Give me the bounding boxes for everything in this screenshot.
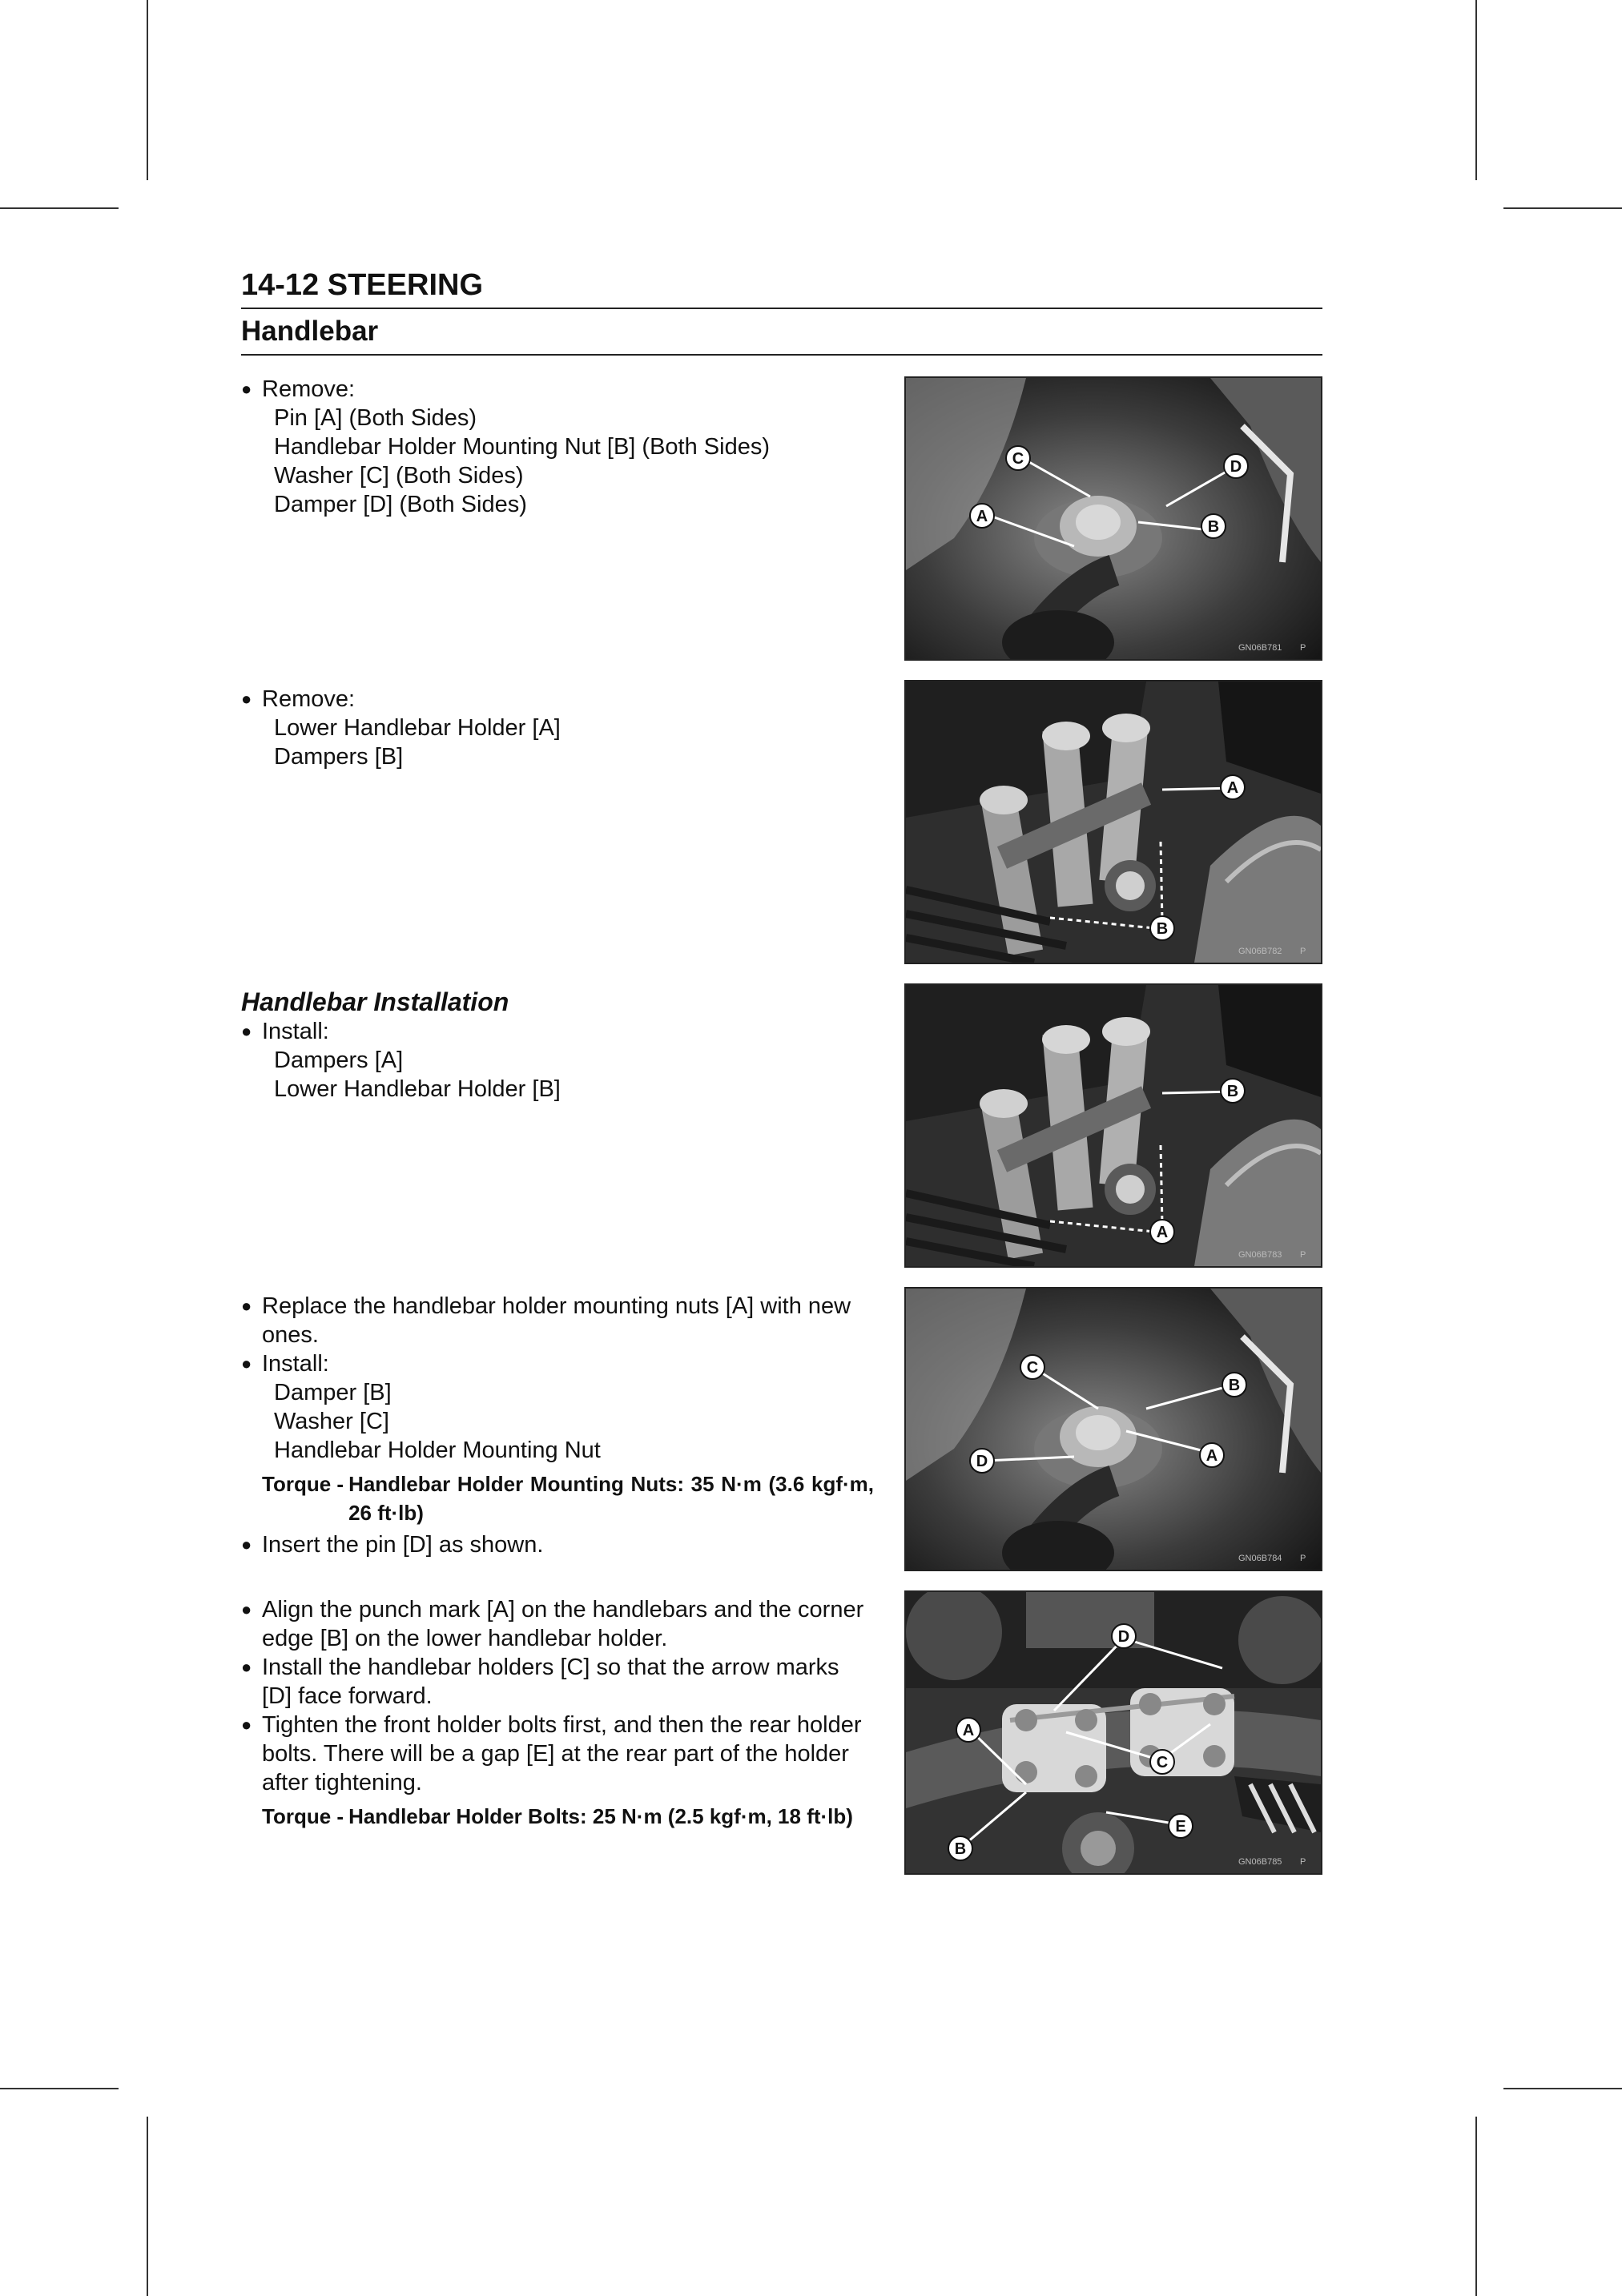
- photo-illustration: [906, 682, 1321, 963]
- photo-suffix: P: [1300, 1250, 1306, 1260]
- crop-mark: [1503, 2088, 1622, 2089]
- callout-label: B: [1156, 920, 1169, 938]
- crop-mark: [0, 207, 119, 209]
- callout-label: B: [1228, 1377, 1241, 1394]
- list-item: Dampers [A]: [274, 1047, 404, 1073]
- install-nuts-step: [241, 1292, 874, 1559]
- photo-illustration: [906, 1289, 1321, 1570]
- photo-code: GN06B782: [1238, 947, 1282, 956]
- photo-code: GN06B781: [1238, 643, 1282, 653]
- list-item: Handlebar Holder Mounting Nut [B] (Both Sides): [274, 434, 770, 460]
- photo-suffix: P: [1300, 1857, 1306, 1867]
- list-item: Dampers [B]: [274, 744, 404, 770]
- list-item: Pin [A] (Both Sides): [274, 405, 477, 431]
- bullet-text: ● Remove:: [241, 375, 874, 404]
- crop-mark: [0, 2088, 119, 2089]
- callout-label: D: [976, 1453, 988, 1470]
- photo-handlebar-holders: [904, 1590, 1322, 1875]
- callout-label: B: [1207, 518, 1220, 536]
- crop-mark: [147, 0, 148, 180]
- list-item: Lower Handlebar Holder [A]: [274, 715, 561, 741]
- torque-value: Handlebar Holder Bolts: 25 N·m (2.5 kgf·m, 18 ft·lb): [348, 1804, 853, 1828]
- callout-label: E: [1175, 1818, 1186, 1836]
- callout-label: A: [1205, 1447, 1218, 1465]
- remove-step-2: [241, 685, 874, 771]
- installation-section: [241, 987, 874, 1104]
- bullet-text: ● Replace the handlebar holder mounting nuts [A] with new ones.: [241, 1292, 874, 1349]
- list-item: Lower Handlebar Holder [B]: [274, 1076, 561, 1102]
- photo-handlebar-holder-nut: [904, 376, 1322, 661]
- callout-label: A: [1156, 1224, 1169, 1241]
- callout-label: C: [1156, 1754, 1169, 1771]
- bullet-text: ● Remove:: [241, 685, 874, 714]
- photo-mounting-nut-install: [904, 1287, 1322, 1571]
- bullet-text: ● Align the punch mark [A] on the handlebars and the corner edge [B] on the lower handlebar holder.: [241, 1595, 874, 1653]
- crop-mark: [147, 2117, 148, 2296]
- photo-lower-holder-removal: [904, 680, 1322, 964]
- photo-code: GN06B785: [1238, 1857, 1282, 1867]
- callout-label: D: [1117, 1628, 1130, 1646]
- torque-spec: [241, 1802, 874, 1831]
- callout-label: D: [1230, 458, 1242, 476]
- photo-suffix: P: [1300, 1554, 1306, 1563]
- photo-suffix: P: [1300, 643, 1306, 653]
- crop-mark: [1503, 207, 1622, 209]
- install-holders-step: [241, 1595, 874, 1834]
- torque-value: Handlebar Holder Mounting Nuts: 35 N·m (3.6 kgf·m, 26 ft·lb): [348, 1472, 874, 1525]
- subsection-title: Handlebar Installation: [241, 987, 509, 1016]
- bullet-text: ● Install:: [241, 1017, 874, 1046]
- callout-label: A: [976, 508, 988, 525]
- list-item: Damper [D] (Both Sides): [274, 492, 527, 517]
- list-item: Washer [C] (Both Sides): [274, 463, 524, 489]
- bullet-text: ● Install:: [241, 1349, 874, 1378]
- photo-code: GN06B784: [1238, 1554, 1282, 1563]
- bullet-text: ● Insert the pin [D] as shown.: [241, 1530, 874, 1559]
- torque-label: Torque -: [262, 1804, 344, 1828]
- callout-label: B: [1226, 1083, 1239, 1100]
- callout-label: A: [962, 1722, 975, 1739]
- list-item: Washer [C]: [274, 1409, 389, 1434]
- list-item: Damper [B]: [274, 1380, 392, 1405]
- torque-spec: [241, 1470, 874, 1527]
- photo-lower-holder-install: [904, 983, 1322, 1268]
- section-title: Handlebar: [241, 312, 1322, 356]
- torque-label: Torque -: [262, 1472, 344, 1496]
- photo-illustration: [906, 1592, 1321, 1873]
- bullet-text: ● Install the handlebar holders [C] so that the arrow marks [D] face forward.: [241, 1653, 874, 1711]
- bullet-text: ● Tighten the front holder bolts first, and then the rear holder bolts. There will be a gap [E] at the rear part of the holder after tightening.: [241, 1711, 874, 1797]
- remove-step-1: [241, 375, 874, 519]
- callout-label: A: [1226, 779, 1239, 797]
- crop-mark: [1475, 2117, 1477, 2296]
- photo-suffix: P: [1300, 947, 1306, 956]
- crop-mark: [1475, 0, 1477, 180]
- photo-code: GN06B783: [1238, 1250, 1282, 1260]
- list-item: Handlebar Holder Mounting Nut: [274, 1438, 601, 1463]
- callout-label: C: [1012, 450, 1024, 468]
- callout-label: C: [1026, 1359, 1039, 1377]
- photo-illustration: [906, 985, 1321, 1266]
- callout-label: B: [954, 1840, 967, 1858]
- page-title: 14-12 STEERING: [241, 264, 1322, 309]
- photo-illustration: [906, 378, 1321, 659]
